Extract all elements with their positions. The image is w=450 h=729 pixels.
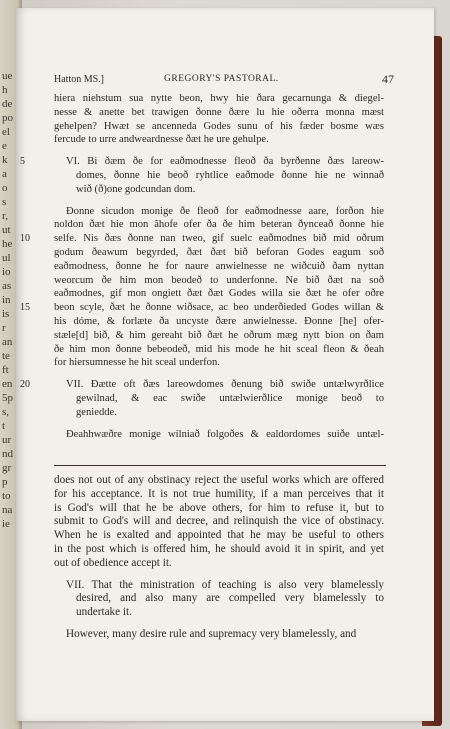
line-text: VI. Bi ðæm ðe for eaðmodnesse fleoð ða byrðenne ðæs lareow- <box>66 156 384 168</box>
line-number: 10 <box>20 233 30 245</box>
facing-page-fragment: r <box>2 322 6 334</box>
facing-page-fragment: io <box>2 266 11 278</box>
page-number: 47 <box>382 72 394 86</box>
facing-page-fragment: 5p <box>2 392 13 404</box>
line-text: his dóme, & forlæte ða uncyste ðære anwielnesse. Ðonne [he] ofer- <box>54 315 384 327</box>
text-line <box>54 343 384 357</box>
translation-line: However, many desire rule and supremacy very blamelessly, and <box>66 627 357 640</box>
facing-page-fragment: el <box>2 126 10 138</box>
translation-line: is God's will that he be above others, for him to refuse it, but to <box>54 501 384 514</box>
line-text: wið (ð)one godcundan dom. <box>76 183 196 195</box>
facing-page-fragment: ut <box>2 224 11 236</box>
text-line <box>54 218 384 232</box>
line-text: geniedde. <box>76 406 117 418</box>
facing-page-fragment: ft <box>2 364 9 376</box>
text-line <box>54 246 384 260</box>
line-text: VII. Ðætte oft ðæs lareowdomes ðenung bið swiðe untælwyrðlice <box>66 379 384 391</box>
line-number: 15 <box>20 302 30 314</box>
running-header <box>54 74 394 88</box>
facing-page-fragment: k <box>2 154 8 166</box>
blank-line <box>54 420 384 428</box>
text-line <box>54 92 384 106</box>
translation-line: VII. That the ministration of teaching is also very blamelessly <box>66 578 384 591</box>
text-line <box>54 356 384 370</box>
facing-page-fragment: ul <box>2 252 11 264</box>
line-text: eaðmodnes, gif mon ongiett ðæt ðæt Godes willa sie ðæt he ofer oðre <box>54 288 384 300</box>
text-line <box>54 406 384 420</box>
facing-page-fragment: in <box>2 294 11 306</box>
line-text: ðe him mon ðonne bebeodeð, mid his mode he hit sceal fleon & ðeah <box>54 343 384 355</box>
facing-page-fragment: a <box>2 168 7 180</box>
facing-page-fragment: gr <box>2 462 12 474</box>
facing-page-fragment: r, <box>2 210 8 222</box>
text-line <box>20 155 384 169</box>
facing-page-fragment: e <box>2 140 7 152</box>
text-line <box>54 183 384 197</box>
text-line <box>54 428 384 442</box>
text-line <box>54 315 384 329</box>
text-line <box>54 260 384 274</box>
translation-line: submit to God's will and decree, and relinquish the vice of obstinacy. <box>54 515 384 528</box>
text-line <box>54 133 384 147</box>
line-number: 20 <box>20 379 30 391</box>
facing-page-fragment: nd <box>2 448 13 460</box>
line-text: hiera niehstum sua nytte beon, hwy hie ðara gecarnunga & diegel- <box>54 93 384 104</box>
line-text: godum ðeawum begyrded, ðæt ðæt bið beforan Godes eagum soð <box>54 246 384 258</box>
line-text: gewilnad, & eac swiðe untælwierðlice monige beoð to <box>76 392 384 404</box>
english-translation <box>54 474 384 642</box>
line-text: domes, ðonne hie beoð ryhtlice eaðmode ðonne hie ne winnað <box>76 169 384 181</box>
translation-line: desired, and also many are compelled very blamelessly to <box>76 592 384 605</box>
translation-line: does not out of any obstinacy reject the useful works which are offered <box>54 474 384 486</box>
line-number: 5 <box>20 156 25 168</box>
text-line <box>54 329 384 343</box>
translation-line: out of obedience accept it. <box>54 556 172 569</box>
text-line <box>20 232 384 246</box>
text-line <box>54 287 384 301</box>
translation-line: undertake it. <box>76 606 132 619</box>
facing-page-fragment: en <box>2 378 13 390</box>
translation-line: for his acceptance. It is not true humility, if a man perceives that it <box>54 487 384 500</box>
facing-page-fragment: s <box>2 196 7 208</box>
translation-line: in the post which is offered him, he should avoid it in spirit, and yet <box>54 542 384 555</box>
line-text: Ðonne sicudon monige ðe fleoð for eaðmodnesse aare, forðon hie <box>66 205 384 217</box>
blank-line <box>54 197 384 205</box>
facing-page-fragment: po <box>2 112 13 124</box>
blank-line <box>54 370 384 378</box>
facing-page-fragment: as <box>2 280 12 292</box>
line-text: Ðeahhwæðre monige wilniað folgoðes & ealdordomes suiðe untæl- <box>66 428 384 440</box>
facing-page-fragment: ue <box>2 70 13 82</box>
facing-page-fragment: h <box>2 84 8 96</box>
text-line <box>20 378 384 392</box>
text-line <box>54 274 384 288</box>
line-text: fercude to urre andweardnesse ðæt he ure gehulpe. <box>54 134 269 146</box>
line-text: eaðmodness, ðonne he for naure anwielnesse ne wiðcuið ðam nyttan <box>54 260 384 272</box>
header-title: GREGORY'S PASTORAL. <box>164 74 279 84</box>
line-text: nesse & anette bet trawigen ðonne ðære lu hie oðerra monna mæst <box>54 106 384 118</box>
facing-page-fragment: na <box>2 504 13 516</box>
facing-page-fragment: an <box>2 336 13 348</box>
text-line <box>54 106 384 120</box>
text-line <box>54 120 384 134</box>
facing-page-fragment: p <box>2 476 8 488</box>
translation-line: When he is exalted and appointed that he may be useful to others <box>54 529 384 542</box>
line-text: selfe. Nis ðæs ðonne nan tweo, gif suelc eaðmodnes bið mid oðrum <box>54 233 384 245</box>
blank-line <box>54 620 384 628</box>
facing-page-fragment: to <box>2 490 11 502</box>
facing-page-fragment: de <box>2 98 13 110</box>
facing-page-fragment: o <box>2 182 8 194</box>
blank-line <box>54 147 384 155</box>
facing-page-fragment: te <box>2 350 10 362</box>
text-line <box>20 301 384 315</box>
facing-page-fragment: is <box>2 308 10 320</box>
line-text: stæle[d] bið, & him gereaht bið ðæt he oðrum mæg nytt bion on ðam <box>54 329 384 341</box>
facing-page-fragment: he <box>2 238 13 250</box>
line-text: gehelpen? Hwæt se ancenneda Godes sunu of his fæder bosme wæs <box>54 120 384 132</box>
blank-line <box>54 571 384 579</box>
text-line <box>54 169 384 183</box>
line-text: for hiersumnesse he hit sceal underfon. <box>54 357 220 369</box>
text-line <box>54 392 384 406</box>
book-page <box>16 8 434 721</box>
facing-page-fragment: ur <box>2 434 12 446</box>
line-text: noldon ðæt hie mon ãhofe ofer ða ðe him beteran ðynceað ðonne hie <box>54 219 384 231</box>
line-text: beon scyle, ðæt he ðonne wiðsace, ac beo underðieded Godes willan & <box>54 302 384 314</box>
facing-page-fragment: s, <box>2 406 10 418</box>
line-text: weorcum ðe him mon beodeð to underfonne. Ne bið ðæt na soð <box>54 274 384 286</box>
old-english-text <box>20 92 384 441</box>
section-divider <box>54 465 386 466</box>
header-manuscript: Hatton MS.] <box>54 74 104 85</box>
facing-page-fragment: ie <box>2 518 10 530</box>
facing-page-fragment: t <box>2 420 6 432</box>
text-line <box>54 205 384 219</box>
